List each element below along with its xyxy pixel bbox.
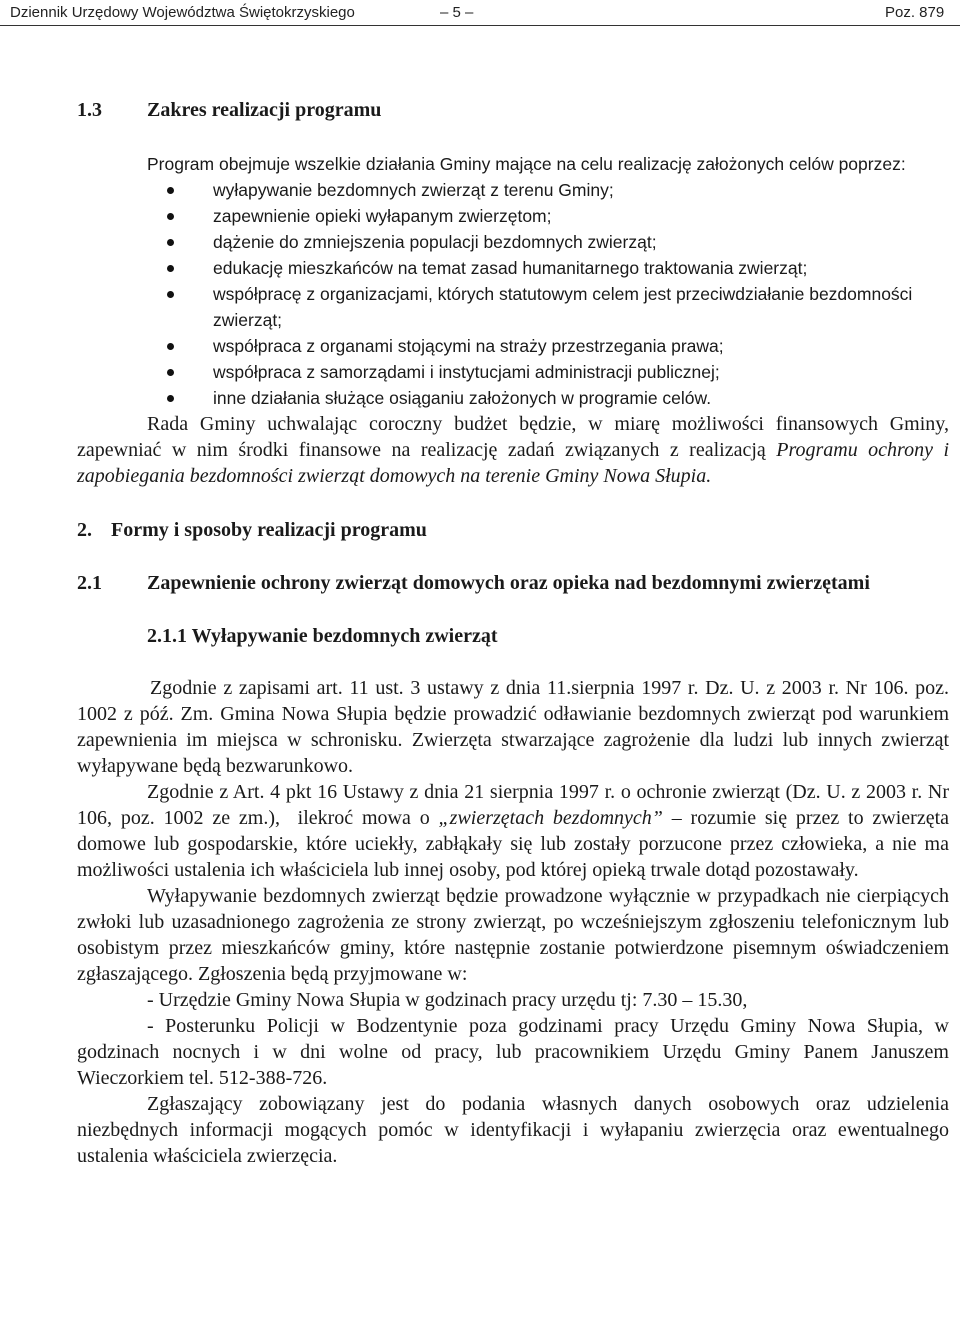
legal-basis-paragraph: Zgodnie z zapisami art. 11 ust. 3 ustawy z dnia 11.sierpnia 1997 r. Dz. U. z 2003 r. Nr 106. poz. 1002 z póź. Zm. Gmina Nowa Słupia będzie prowadzić odławianie bezdomnych zwierząt pod warunkiem zapewnienia im miejsca w schronisku. Zwierzęta stwarzające zagrożenie dla ludzi lub innych zwierząt wyłapywane będą bezwarunkowo. bbox=[77, 677, 950, 777]
section-number: 2.1 bbox=[77, 572, 102, 594]
bullet-icon bbox=[167, 291, 174, 298]
section-1-3-heading bbox=[77, 97, 949, 123]
section-2-1-1-heading: 2.1.1 Wyłapywanie bezdomnych zwierząt bbox=[147, 625, 498, 647]
definition-paragraph: Zgodnie z Art. 4 pkt 16 Ustawy z dnia 21 sierpnia 1997 r. o ochronie zwierząt (Dz. U. z 2003 r. Nr 106, poz. 1002 ze zm.), ilekroć mowa o „zwierzętach bezdomnych” – rozumie się przez to zwierzęta domowe lub gospodarskie, które uciekły, zabłąkały się lub zostały porzucone przez człowieka, a nie ma możliwości ustalenia ich właściciela lub innej osoby, pod której opieką trwale dotąd pozostawały. bbox=[77, 781, 950, 881]
capture-procedure-paragraph: Wyłapywanie bezdomnych zwierząt będzie prowadzone wyłącznie w przypadkach nie cierpiących zwłoki lub uzasadnionego zagrożenia ze strony zwierząt, po wcześniejszym zgłoszeniu telefonicznym lub osobistym przez mieszkańców gminy, które następnie zostanie potwierdzone pisemnym oświadczeniem zgłaszającego. Zgłoszenia będą przyjmowane w: bbox=[77, 885, 949, 985]
section-2-heading bbox=[77, 517, 949, 543]
header-rule bbox=[0, 25, 960, 26]
list-item: dążenie do zmniejszenia populacji bezdomnych zwierząt; bbox=[77, 229, 949, 255]
list-item: wyłapywanie bezdomnych zwierząt z terenu Gminy; bbox=[77, 177, 949, 203]
list-item: współpraca z organami stojącymi na straży przestrzegania prawa; bbox=[77, 333, 949, 359]
defined-term-italic: „zwierzętach bezdomnych” bbox=[438, 807, 663, 829]
journal-title: Dziennik Urzędowy Województwa Świętokrzyskiego bbox=[10, 4, 355, 21]
bullet-icon bbox=[167, 265, 174, 272]
list-item: inne działania służące osiąganiu założonych w programie celów. bbox=[77, 385, 949, 411]
list-item: edukację mieszkańców na temat zasad humanitarnego traktowania zwierząt; bbox=[77, 255, 949, 281]
section-title: Zakres realizacji programu bbox=[147, 99, 382, 121]
program-intro-paragraph: Program obejmuje wszelkie działania Gminy mające na celu realizację założonych celów poprzez: bbox=[147, 154, 906, 174]
list-item: współpracę z organizacjami, których statutowym celem jest przeciwdziałanie bezdomności zwierząt; bbox=[77, 281, 949, 333]
list-item: współpraca z samorządami i instytucjami administracji publicznej; bbox=[77, 359, 949, 385]
bullet-icon bbox=[167, 343, 174, 350]
document-body bbox=[77, 97, 949, 1169]
page-number: – 5 – bbox=[440, 4, 474, 21]
report-location-office: - Urzędzie Gminy Nowa Słupia w godzinach pracy urzędu tj: 7.30 – 15.30, bbox=[147, 989, 748, 1011]
report-location-police: - Posterunku Policji w Bodzentynie poza godzinami pracy Urzędu Gminy Nowa Słupia, w godzinach nocnych i w dni wolne od pracy, lub pracownikiem Urzędu Gminy Panem Januszem Wieczorkiem tel. 512-388-726. bbox=[77, 1015, 949, 1089]
position-number: Poz. 879 bbox=[885, 4, 945, 21]
bullet-icon bbox=[167, 239, 174, 246]
bullet-icon bbox=[167, 187, 174, 194]
bullet-icon bbox=[167, 213, 174, 220]
page-header bbox=[0, 0, 960, 30]
budget-paragraph bbox=[77, 411, 949, 489]
bullet-icon bbox=[167, 369, 174, 376]
section-2-1-heading bbox=[77, 570, 949, 596]
reporter-obligations-paragraph: Zgłaszający zobowiązany jest do podania własnych danych osobowych oraz udzielenia niezbędnych informacji mogących pomóc w identyfikacji i wyłapaniu zwierzęcia oraz ewentualnego ustalenia właściciela zwierzęcia. bbox=[77, 1093, 949, 1167]
section-number: 1.3 bbox=[77, 99, 102, 121]
program-name-italic: Programu ochrony i zapobiegania bezdomności zwierząt domowych na terenie Gminy Nowa Słupia. bbox=[77, 439, 950, 487]
section-title: Formy i sposoby realizacji programu bbox=[111, 519, 427, 541]
bullet-icon bbox=[167, 395, 174, 402]
budget-text: Rada Gminy uchwalając coroczny budżet będzie, w miarę możliwości finansowych Gminy, zapewniać w nim środki finansowe na realizację zadań związanych z realizacją bbox=[77, 413, 949, 461]
section-number: 2. bbox=[77, 519, 92, 541]
section-title: Zapewnienie ochrony zwierząt domowych oraz opieka nad bezdomnymi zwierzętami bbox=[147, 572, 870, 594]
list-item: zapewnienie opieki wyłapanym zwierzętom; bbox=[77, 203, 949, 229]
program-actions-list bbox=[77, 177, 949, 411]
